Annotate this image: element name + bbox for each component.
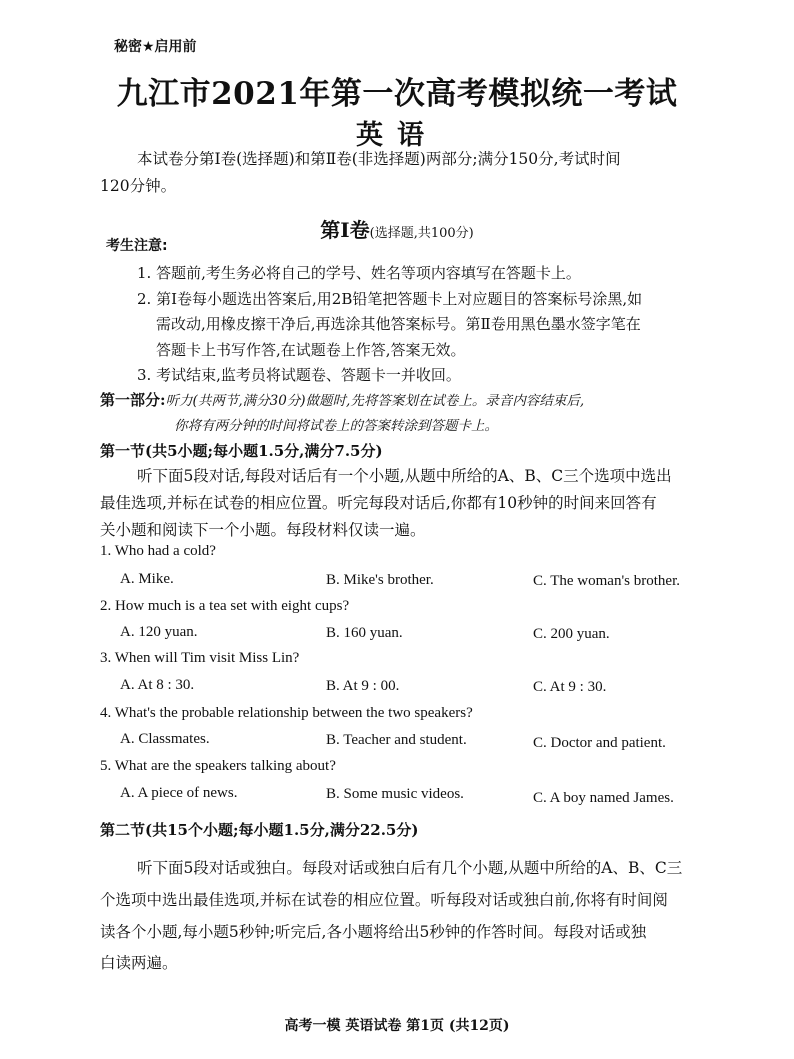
section1-heading: 第一节(共5小题;每小题1.5分,满分7.5分): [100, 442, 383, 460]
option-3-a: A. At 8 : 30.: [120, 677, 195, 693]
part1-heading-note: (选择题,共100分): [369, 226, 474, 241]
part1-text-2: 你将有两分钟的时间将试卷上的答案转涂到答题卡上。: [174, 418, 498, 434]
part1-heading-main: 第Ⅰ卷: [320, 218, 370, 242]
notice-item-3: 3. 考试结束,监考员将试题卷、答题卡一并收回。: [137, 366, 461, 384]
question-2: 2. How much is a tea set with eight cups?: [100, 598, 350, 614]
option-2-a: A. 120 yuan.: [120, 624, 198, 640]
question-1: 1. Who had a cold?: [100, 543, 216, 559]
question-4: 4. What's the probable relationship between the two speakers?: [100, 705, 473, 721]
page-footer: 高考一模 英语试卷 第1页 (共12页): [284, 1018, 510, 1034]
notice-title: 考生注意:: [106, 238, 168, 254]
question-5: 5. What are the speakers talking about?: [100, 758, 336, 774]
part1-text-1: 听力(共两节,满分30分)做题时,先将答案划在试卷上。录音内容结束后,: [165, 393, 585, 409]
option-5-a: A. A piece of news.: [120, 785, 238, 801]
section2-instr-3: 读各个小题,每小题5秒钟;听完后,各小题将给出5秒钟的作答时间。每段对话或独: [100, 923, 647, 941]
subject-title: 英语: [356, 120, 438, 151]
question-3: 3. When will Tim visit Miss Lin?: [100, 650, 300, 666]
option-3-b: B. At 9 : 00.: [326, 678, 400, 694]
option-3-c: C. At 9 : 30.: [533, 679, 607, 695]
section2-instr-4: 白读两遍。: [100, 954, 178, 972]
option-1-c: C. The woman's brother.: [533, 573, 680, 589]
notice-item-2-cont-1: 需改动,用橡皮擦干净后,再选涂其他答案标号。第Ⅱ卷用黑色墨水签字笔在: [156, 315, 641, 333]
section2-heading: 第二节(共15个小题;每小题1.5分,满分22.5分): [100, 821, 419, 839]
section1-instr-3: 关小题和阅读下一个小题。每段材料仅读一遍。: [100, 521, 426, 539]
intro-line-1: 本试卷分第Ⅰ卷(选择题)和第Ⅱ卷(非选择题)两部分;满分150分,考试时间: [137, 150, 621, 168]
option-4-c: C. Doctor and patient.: [533, 735, 666, 751]
part1-label: 第一部分:: [100, 391, 166, 409]
exam-title: 九江市2021年第一次高考模拟统一考试: [116, 76, 678, 112]
part1-listening-line-1: [100, 387, 584, 414]
notice-item-2-cont-2: 答题卡上书写作答,在试题卷上作答,答案无效。: [156, 341, 466, 359]
option-4-b: B. Teacher and student.: [326, 732, 467, 748]
option-4-a: A. Classmates.: [120, 731, 210, 747]
notice-item-1: 1. 答题前,考生务必将自己的学号、姓名等项内容填写在答题卡上。: [137, 264, 581, 282]
section1-instr-2: 最佳选项,并标在试卷的相应位置。听完每段对话后,你都有10秒钟的时间来回答有: [100, 494, 657, 512]
intro-line-2: 120分钟。: [100, 177, 177, 195]
section2-instr-2: 个选项中选出最佳选项,并标在试卷的相应位置。听每段对话或独白前,你将有时间阅: [100, 891, 668, 909]
option-5-c: C. A boy named James.: [533, 790, 674, 806]
option-5-b: B. Some music videos.: [326, 786, 464, 802]
option-1-b: B. Mike's brother.: [326, 572, 434, 588]
option-2-c: C. 200 yuan.: [533, 626, 610, 642]
section1-instr-1: 听下面5段对话,每段对话后有一个小题,从题中所给的A、B、C三个选项中选出: [137, 467, 672, 485]
notice-item-2: 2. 第Ⅰ卷每小题选出答案后,用2B铅笔把答题卡上对应题目的答案标号涂黑,如: [137, 290, 643, 308]
confidential-label: 秘密★启用前: [114, 39, 197, 55]
section2-instr-1: 听下面5段对话或独白。每段对话或独白后有几个小题,从题中所给的A、B、C三: [137, 859, 683, 877]
option-2-b: B. 160 yuan.: [326, 625, 403, 641]
option-1-a: A. Mike.: [120, 571, 174, 587]
